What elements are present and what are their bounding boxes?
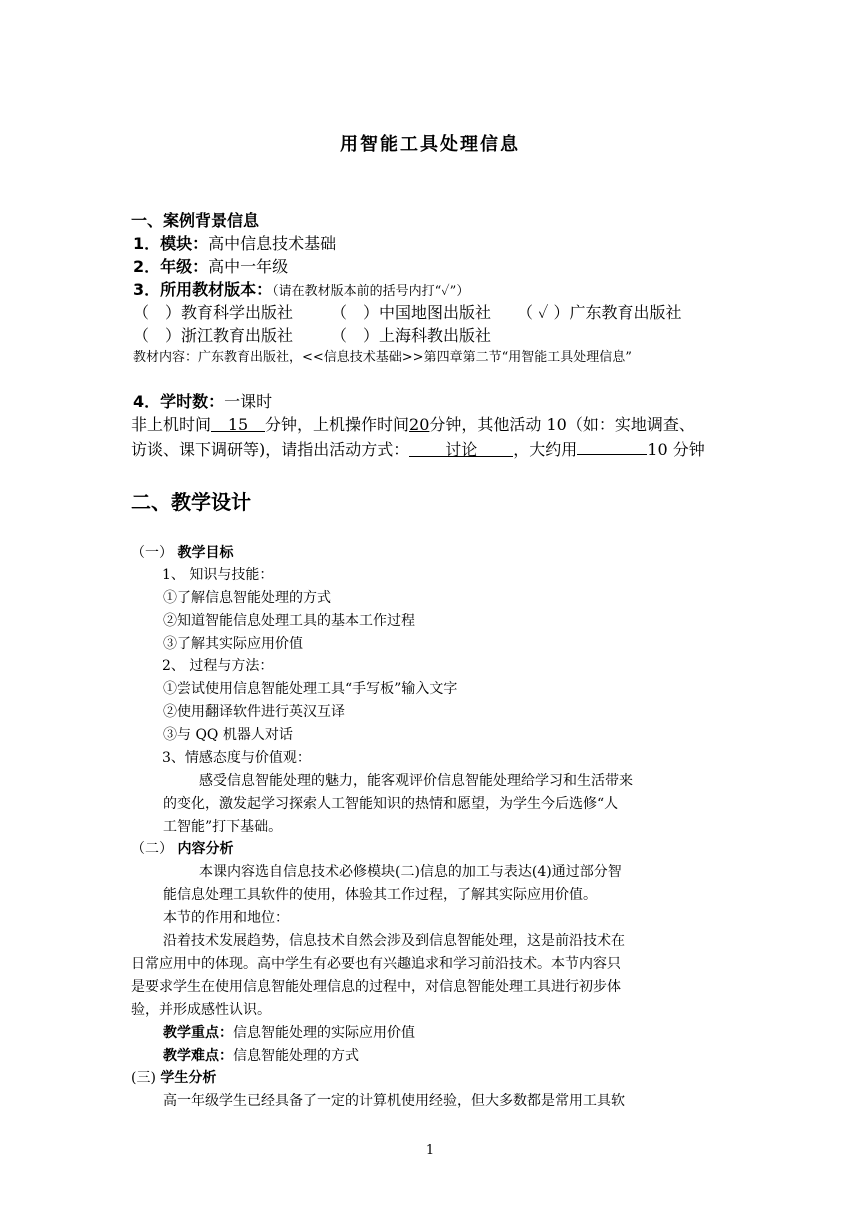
hours-line <box>133 392 272 411</box>
role-heading: 本节的作用和地位： <box>163 910 289 926</box>
process-item: ③与 QQ 机器人对话 <box>163 727 293 743</box>
online-minutes: 20 <box>409 415 430 434</box>
publisher-option-checked: （ ✓ ）广东教育出版社 <box>517 303 682 322</box>
heading-text: 教学目标 <box>177 545 234 561</box>
textbook-content-note: 教材内容：广东教育出版社，<<信息技术基础>>第四章第二节“用智能工具处理信息” <box>133 350 632 365</box>
emotion-text: 的变化，激发起学习探索人工智能知识的热情和愿望，为学生今后选修“人 <box>163 796 619 812</box>
grade-value: 高中一年级 <box>208 257 289 276</box>
time-text: 访谈、课下调研等)，请指出活动方式： <box>131 440 410 459</box>
content-heading <box>131 841 233 858</box>
grade-label: 2．年级： <box>133 257 209 276</box>
goals-heading <box>131 545 233 562</box>
emotion-text: 感受信息智能处理的魅力，能客观评价信息智能处理给学习和生活带来 <box>199 773 633 789</box>
grade-line <box>133 257 288 276</box>
process-item: ②使用翻译软件进行英汉互译 <box>163 704 345 720</box>
difficult-value: 信息智能处理的方式 <box>233 1048 359 1064</box>
knowledge-item: ②知道智能信息处理工具的基本工作过程 <box>163 613 415 629</box>
role-text: 日常应用中的体现。高中学生有必要也有兴趣追求和学习前沿技术。本节内容只 <box>131 956 621 972</box>
textbook-label: 3．所用教材版本： <box>133 280 273 299</box>
emotion-heading: 3、情感态度与价值观： <box>162 750 311 766</box>
content-text: 本课内容选自信息技术必修模块(二)信息的加工与表达(4)通过部分智 <box>199 864 622 880</box>
page-number: 1 <box>425 1143 435 1158</box>
publisher-option: （ ）上海科教出版社 <box>331 326 492 345</box>
heading-number: (三) <box>131 1070 156 1086</box>
heading-number: （二） <box>131 841 173 857</box>
emotion-text: 工智能”打下基础。 <box>163 819 283 835</box>
page-title: 用智能工具处理信息 <box>340 134 520 155</box>
textbook-line <box>133 280 469 300</box>
section-1-heading: 一、案例背景信息 <box>131 211 260 230</box>
difficult-label: 教学难点： <box>163 1048 233 1064</box>
students-text: 高一年级学生已经具备了一定的计算机使用经验，但大多数都是常用工具软 <box>163 1093 625 1109</box>
knowledge-item: ③了解其实际应用价值 <box>163 636 303 652</box>
time-line-2 <box>131 438 705 459</box>
section-2-heading: 二、教学设计 <box>131 490 251 514</box>
students-heading <box>131 1070 216 1087</box>
publisher-option: （ ）中国地图出版社 <box>331 303 492 322</box>
publisher-option: （ ）浙江教育出版社 <box>133 326 294 345</box>
time-text: ，大约用 <box>513 440 578 459</box>
hours-value: 一课时 <box>224 392 273 411</box>
key-label: 教学重点： <box>163 1025 233 1041</box>
role-text: 是要求学生在使用信息智能处理信息的过程中，对信息智能处理工具进行初步体 <box>131 979 621 995</box>
module-line <box>133 234 336 253</box>
heading-number: （一） <box>131 545 173 561</box>
time-text: 10 分钟 <box>647 440 705 459</box>
key-value: 信息智能处理的实际应用价值 <box>233 1025 415 1041</box>
key-point <box>163 1025 415 1042</box>
knowledge-heading: 1、 知识与技能： <box>162 567 274 583</box>
activity-minutes-blank <box>577 438 647 455</box>
difficult-point <box>163 1048 359 1065</box>
textbook-note: （请在教材版本前的括号内打“✓”） <box>272 284 470 299</box>
role-text: 验，并形成感性认识。 <box>131 1002 271 1018</box>
time-text: 分钟，其他活动 10（如：实地调查、 <box>429 415 695 434</box>
hours-label: 4．学时数： <box>133 392 225 411</box>
module-label: 1．模块： <box>133 234 209 253</box>
activity-method: 讨论 <box>409 440 513 457</box>
offline-minutes: 15 <box>211 415 265 432</box>
heading-text: 学生分析 <box>160 1070 217 1086</box>
content-text: 能信息处理工具软件的使用，体验其工作过程，了解其实际应用价值。 <box>163 887 597 903</box>
time-text: 分钟，上机操作时间 <box>265 415 410 434</box>
module-value: 高中信息技术基础 <box>208 234 337 253</box>
process-item: ①尝试使用信息智能处理工具“手写板”输入文字 <box>163 681 458 697</box>
knowledge-item: ①了解信息智能处理的方式 <box>163 590 331 606</box>
time-line-1 <box>131 415 695 434</box>
publisher-option: （ ）教育科学出版社 <box>133 303 294 322</box>
role-text: 沿着技术发展趋势，信息技术自然会涉及到信息智能处理，这是前沿技术在 <box>163 933 625 949</box>
process-heading: 2、 过程与方法： <box>162 658 274 674</box>
time-text: 非上机时间 <box>131 415 212 434</box>
heading-text: 内容分析 <box>177 841 234 857</box>
